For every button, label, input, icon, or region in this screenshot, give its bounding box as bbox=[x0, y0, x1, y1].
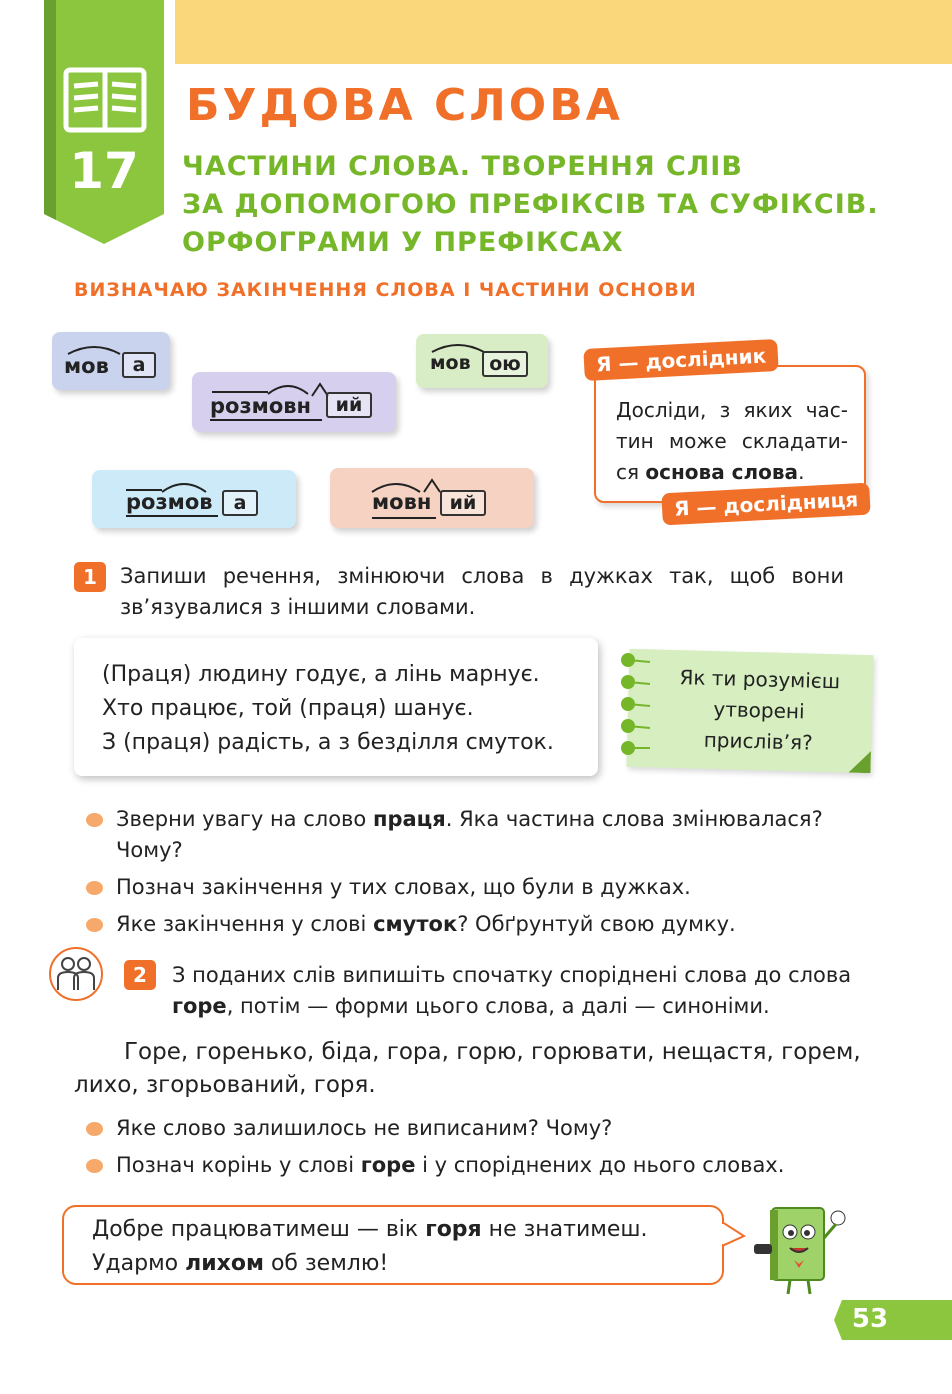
research-text: Досліди, з яких час-тин може складати-ся основа слова. bbox=[616, 398, 848, 484]
word-stem: розмов bbox=[126, 490, 213, 514]
book-mascot-icon bbox=[750, 1198, 850, 1298]
question-bullet: Яке закінчення у слові смуток? Обґрунтуй свою думку. bbox=[116, 909, 844, 940]
task-instruction: З поданих слів випишіть спочатку споріднені слова до слова горе, потім — форми цього слова, а далі — синоніми. bbox=[172, 963, 852, 1018]
word-list: Горе, горенько, біда, гора, горю, горювати, нещастя, горем, лихо, згорьований, горя. bbox=[74, 1039, 861, 1098]
proverb-line: (Праця) людину годує, а лінь марнує. bbox=[102, 662, 540, 687]
pair-work-icon bbox=[48, 946, 104, 1002]
word-ending: ий bbox=[326, 392, 372, 418]
bubble-tail-icon bbox=[722, 1222, 746, 1248]
section-heading: ВИЗНАЧАЮ ЗАКІНЧЕННЯ СЛОВА І ЧАСТИНИ ОСНОВИ bbox=[74, 279, 697, 301]
researcher-tag: Я — дослідник bbox=[583, 339, 779, 381]
question-bullet: Яке слово залишилось не виписаним? Чому? bbox=[116, 1113, 844, 1144]
question-bullet: Познач закінчення у тих словах, що були в дужках. bbox=[116, 872, 844, 903]
research-box bbox=[594, 365, 866, 503]
word-stem: мов bbox=[64, 354, 109, 378]
lesson-number: 17 bbox=[69, 142, 139, 200]
closing-line: Удармо лихом об землю! bbox=[92, 1251, 389, 1276]
sticky-note bbox=[626, 649, 873, 773]
researcher-female-tag: Я — дослідниця bbox=[661, 483, 871, 526]
subtitle-line: ОРФОГРАМИ У ПРЕФІКСАХ bbox=[182, 227, 624, 258]
word-card bbox=[192, 372, 396, 432]
closing-line: Добре працюватимеш — вік горя не знатимеш. bbox=[92, 1217, 648, 1242]
page-title: БУДОВА СЛОВА bbox=[186, 80, 623, 131]
page-subtitle bbox=[182, 148, 882, 262]
question-bullet: Зверни увагу на слово праця. Яка частина слова змінювалася? Чому? bbox=[116, 804, 844, 866]
page-number-tab bbox=[834, 1300, 952, 1340]
word-card bbox=[330, 468, 534, 528]
word-ending: ою bbox=[482, 351, 528, 377]
note-text: Як ти розумієш утворені прислів’я? bbox=[679, 665, 841, 755]
word-stem: мов bbox=[430, 352, 471, 374]
task-number-badge: 1 bbox=[74, 562, 106, 592]
proverbs-box bbox=[74, 638, 598, 776]
task-number-badge: 2 bbox=[124, 960, 156, 990]
header-band bbox=[175, 0, 952, 64]
word-card bbox=[92, 470, 296, 528]
subtitle-line: ЧАСТИНИ СЛОВА. ТВОРЕННЯ СЛІВ bbox=[182, 151, 743, 182]
word-card bbox=[52, 332, 170, 390]
lesson-ribbon bbox=[44, 0, 164, 244]
word-ending: а bbox=[222, 490, 258, 516]
proverb-line: З (праця) радість, а з безділля смуток. bbox=[102, 730, 554, 755]
task-instruction: Запиши речення, змінюючи слова в дужках так, щоб вони зв’язувалися з іншими словами. bbox=[120, 564, 844, 619]
closing-proverbs-bubble bbox=[62, 1205, 724, 1285]
proverb-line: Хто працює, той (праця) шанує. bbox=[102, 696, 474, 721]
binding-dots-icon bbox=[620, 652, 654, 762]
page-number: 53 bbox=[851, 1304, 889, 1334]
question-bullet: Познач корінь у слові горе і у споріднених до нього словах. bbox=[116, 1150, 844, 1181]
word-ending: а bbox=[122, 352, 156, 378]
word-ending: ий bbox=[440, 490, 486, 516]
word-stem: мовн bbox=[372, 490, 432, 514]
subtitle-line: ЗА ДОПОМОГОЮ ПРЕФІКСІВ ТА СУФІКСІВ. bbox=[182, 189, 879, 220]
word-card bbox=[416, 334, 548, 388]
word-stem: розмовн bbox=[210, 394, 312, 418]
